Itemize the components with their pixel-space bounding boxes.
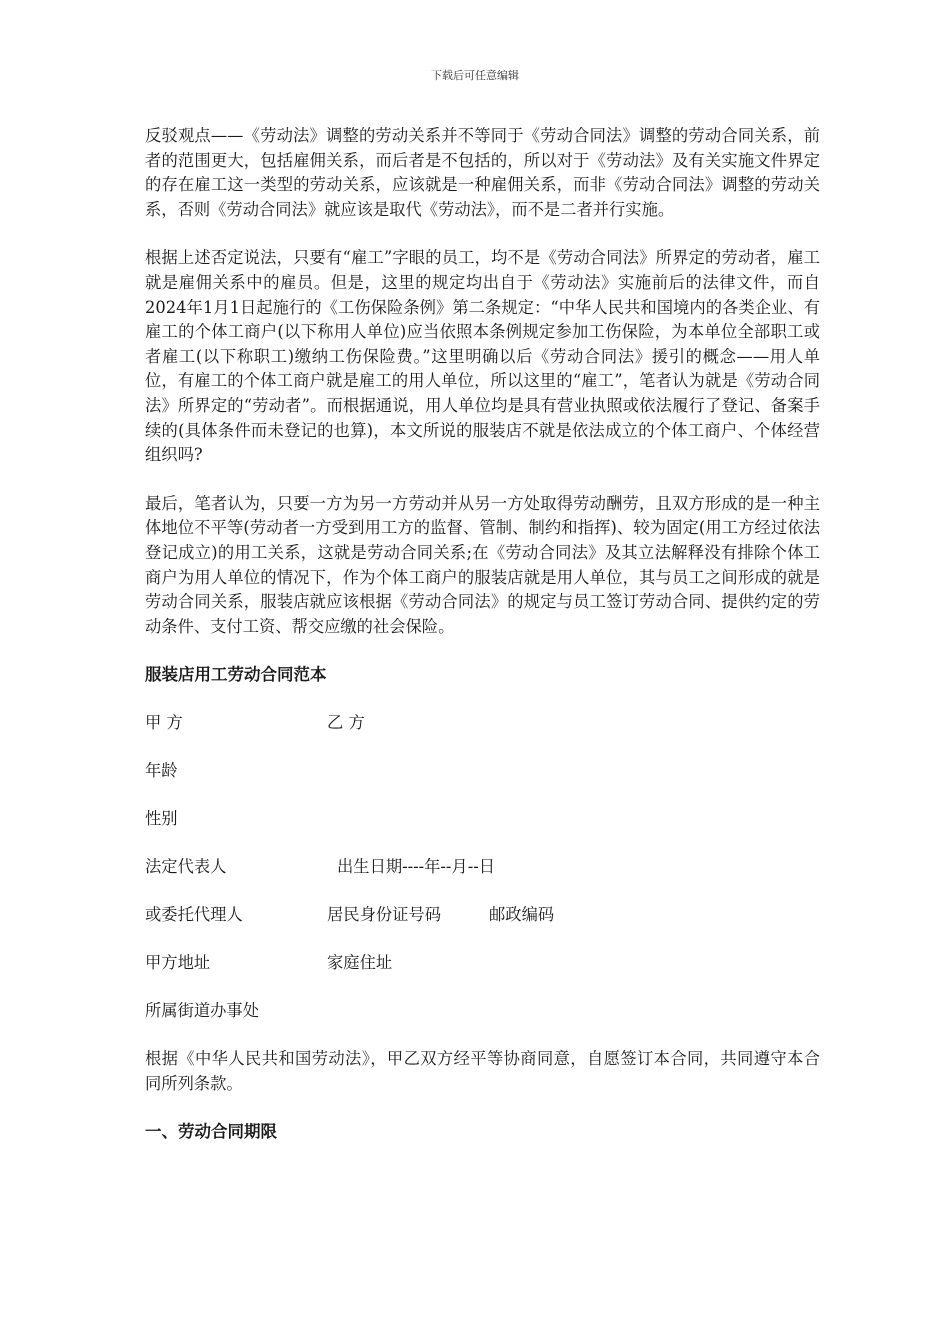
paragraph-analysis: 根据上述否定说法，只要有“雇工”字眼的员工，均不是《劳动合同法》所界定的劳动者，雇工就是雇佣关系中的雇员。但是，这里的规定均出自于《劳动法》实施前后的法律文件，而自2024年1月1日起施行的《工伤保险条例》第二条规定：“中华人民共和国境内的各类企业、有雇工的个体工商户(以下称用人单位)应当依照本条例规定参加工伤保险，为本单位全部职工或者雇工(以下称职工)缴纳工伤保险费。”这里明确以后《劳动合同法》援引的概念——用人单位，有雇工的个体工商户就是雇工的用人单位，所以这里的“雇工”，笔者认为就是《劳动合同法》所界定的“劳动者”。而根据通说，用人单位均是具有营业执照或依法履行了登记、备案手续的(具体条件而未登记的也算)，本文所说的服装店不就是依法成立的个体工商户、个体经营组织吗? <box>145 248 820 465</box>
paragraph-rebuttal: 反驳观点——《劳动法》调整的劳动关系并不等同于《劳动合同法》调整的劳动合同关系，前者的范围更大，包括雇佣关系，而后者是不包括的，所以对于《劳动法》及有关实施文件界定的存在雇工这一类型的劳动关系，应该就是一种雇佣关系，而非《劳动合同法》调整的劳动关系，否则《劳动合同法》就应该是取代《劳动法》，而不是二者并行实施。 <box>145 126 820 219</box>
form-row-agent <box>145 903 820 927</box>
form-row-age <box>145 759 820 783</box>
form-row-parties <box>145 711 820 735</box>
street-office-label: 所属街道办事处 <box>145 1001 259 1021</box>
legal-rep-label: 法定代表人 <box>145 857 227 877</box>
party-a-label: 甲 方 <box>145 713 183 733</box>
form-row-legal-rep <box>145 855 820 879</box>
section-heading-term: 一、劳动合同期限 <box>145 1122 277 1142</box>
page-header: 下载后可任意编辑 <box>431 69 519 82</box>
form-row-gender <box>145 807 820 831</box>
party-a-address-label: 甲方地址 <box>145 953 211 973</box>
contract-title: 服装店用工劳动合同范本 <box>145 665 327 685</box>
party-b-label: 乙 方 <box>327 713 365 733</box>
document-body <box>145 124 820 1144</box>
agent-label: 或委托代理人 <box>145 905 243 925</box>
form-row-street-office <box>145 999 820 1023</box>
gender-label: 性别 <box>145 809 178 829</box>
form-row-address <box>145 951 820 975</box>
contract-preamble: 根据《中华人民共和国劳动法》，甲乙双方经平等协商同意，自愿签订本合同，共同遵守本合同所列条款。 <box>145 1049 820 1093</box>
age-label: 年龄 <box>145 761 178 781</box>
paragraph-conclusion: 最后，笔者认为，只要一方为另一方劳动并从另一方处取得劳动酬劳，且双方形成的是一种主体地位不平等(劳动者一方受到用工方的监督、管制、制约和指挥)、较为固定(用工方经过依法登记成立)的用工关系，这就是劳动合同关系;在《劳动合同法》及其立法解释没有排除个体工商户为用人单位的情况下，作为个体工商户的服装店就是用人单位，其与员工之间形成的就是劳动合同关系，服装店就应该根据《劳动合同法》的规定与员工签订劳动合同、提供约定的劳动条件、支付工资、帮交应缴的社会保险。 <box>145 493 820 636</box>
home-address-label: 家庭住址 <box>327 953 393 973</box>
id-number-label: 居民身份证号码 <box>327 905 441 925</box>
postal-code-label: 邮政编码 <box>489 905 555 925</box>
birth-date-label: 出生日期----年--月--日 <box>337 857 495 877</box>
